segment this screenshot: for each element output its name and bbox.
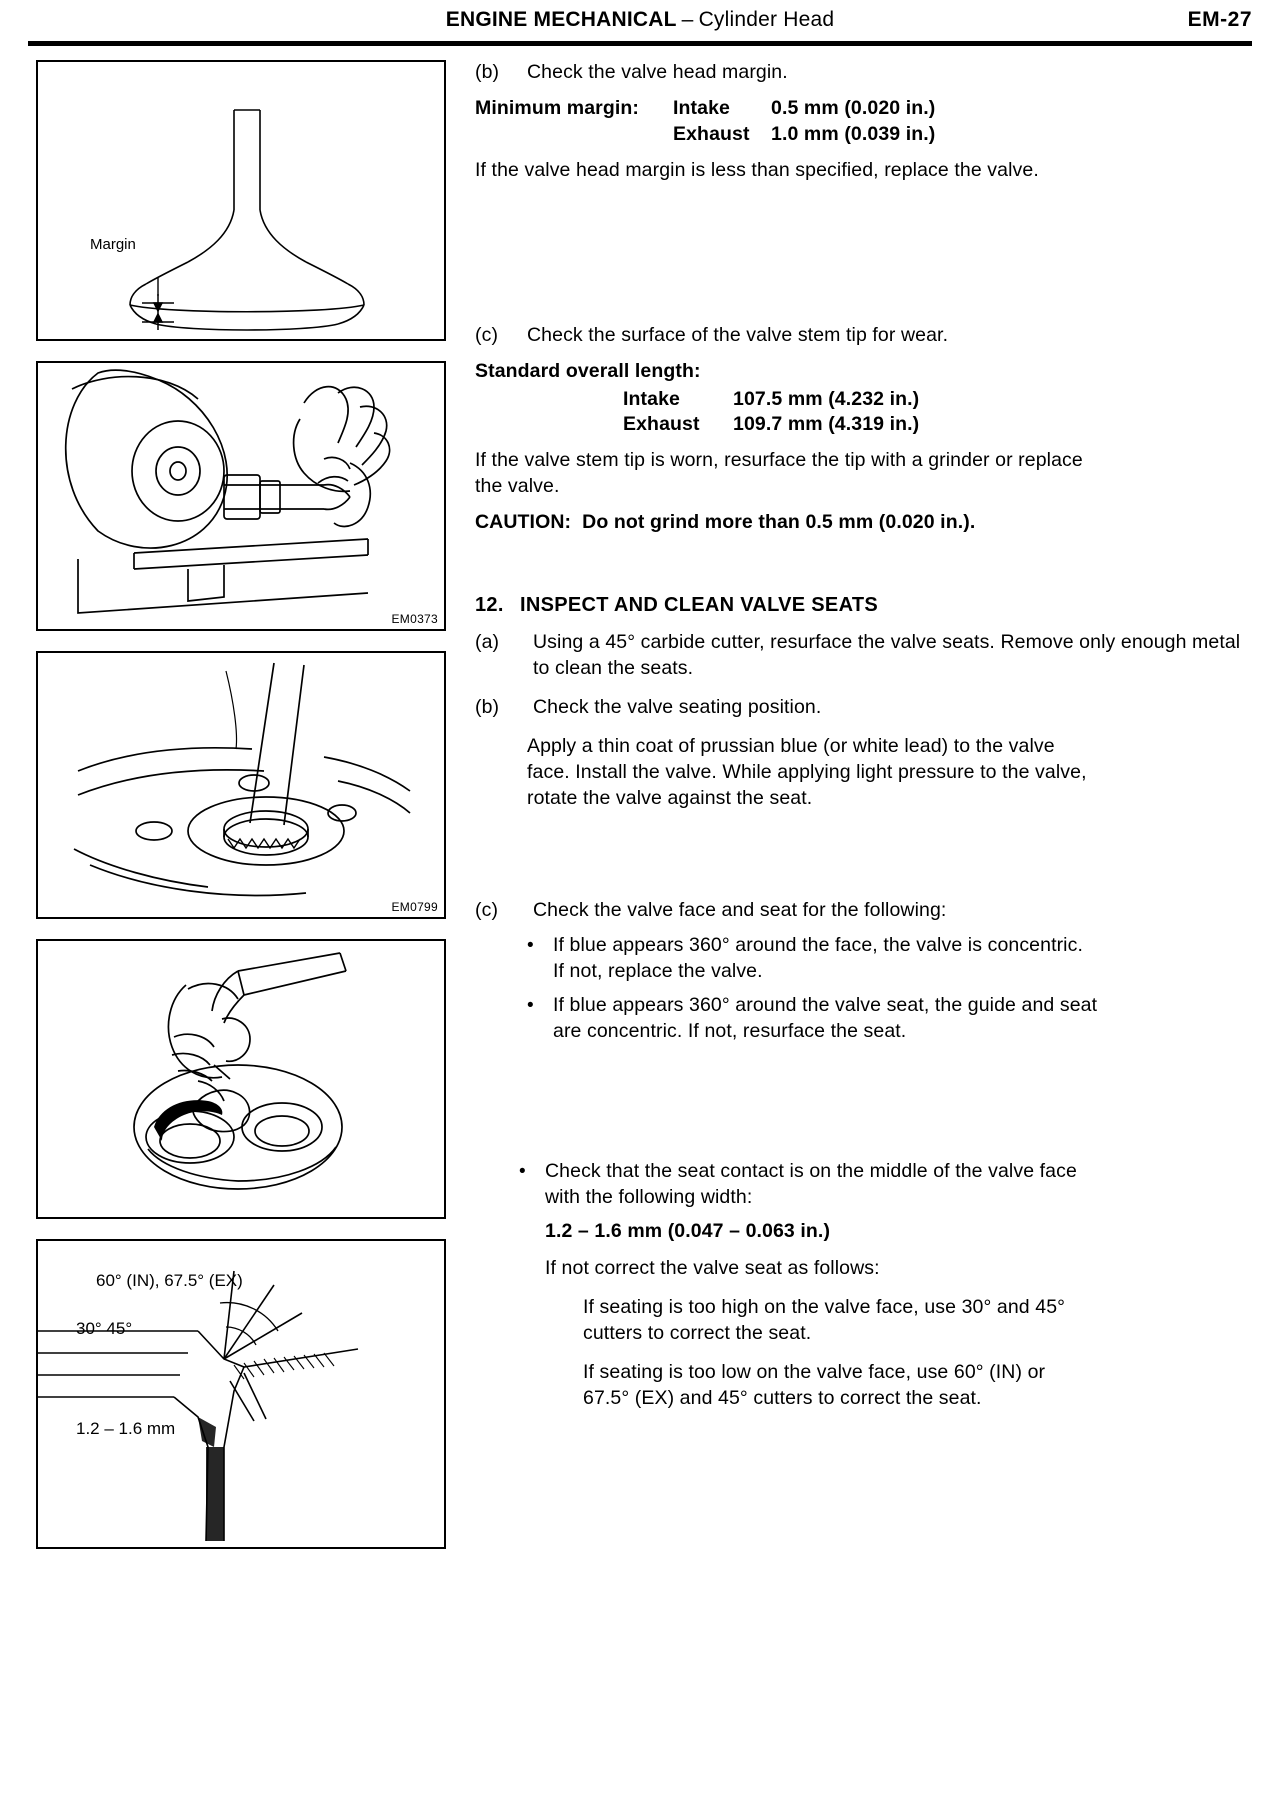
seat-too-high-note: If seating is too high on the valve face, use 30° and 45° cutters to correct the seat. <box>583 1295 1066 1344</box>
minimum-margin-exhaust-label: Exhaust <box>673 122 750 145</box>
seat-correct-intro: If not correct the valve seat as follows: <box>545 1257 880 1280</box>
figure-label-angle-mid: 30° 45° <box>76 1319 133 1338</box>
instruction-column <box>475 60 1255 1412</box>
step-b-valve-head-margin <box>475 60 1255 86</box>
caution-note <box>475 510 1115 536</box>
header-divider <box>28 41 1252 46</box>
figure-column <box>36 60 446 1569</box>
figure-carbide-cutter-seat <box>36 651 446 919</box>
section-12-heading <box>475 594 1255 617</box>
figure-prussian-blue-application <box>36 939 446 1219</box>
bullet-seat-contact-width <box>519 1159 1107 1211</box>
figure-valve-head-margin <box>36 60 446 341</box>
page-title <box>0 8 1280 32</box>
step-marker-b: (b) <box>475 61 500 83</box>
caution-label: CAUTION: <box>475 511 572 534</box>
step-text-12a: Using a 45° carbide cutter, resurface the valve seats. Remove only enough metal to clean the seats. <box>533 631 1241 680</box>
section-12-title: INSPECT AND CLEAN VALVE SEATS <box>520 594 878 617</box>
valve-stem-grinder-drawing <box>38 363 444 629</box>
bullet-dot-icon-3: • <box>519 1161 526 1183</box>
page-number: EM-27 <box>1187 8 1252 31</box>
figure-valve-stem-tip-grinder <box>36 361 446 631</box>
section-12-step-b <box>475 695 1255 721</box>
standard-overall-length-title: Standard overall length: <box>475 359 701 382</box>
step-c-valve-stem-tip <box>475 323 1255 349</box>
section-12-step-c <box>475 898 1255 924</box>
bullet-valve-seat-concentric <box>527 993 1099 1045</box>
seat-too-low-note: If seating is too low on the valve face, use 60° (IN) or 67.5° (EX) and 45° cutters to correct the seat. <box>583 1360 1046 1409</box>
bullet-text-3: Check that the seat contact is on the middle of the valve face with the following width: <box>545 1160 1077 1209</box>
figure-label-seat-width: 1.2 – 1.6 mm <box>76 1419 176 1438</box>
step-marker-12a: (a) <box>475 631 500 654</box>
standard-overall-length-spec <box>475 359 1255 439</box>
caution-text: Do not grind more than 0.5 mm (0.020 in.). <box>582 511 976 534</box>
section-12-number: 12. <box>475 594 504 617</box>
step-text-12c: Check the valve face and seat for the following: <box>533 898 947 921</box>
seat-contact-width-spec: 1.2 – 1.6 mm (0.047 – 0.063 in.) <box>545 1220 831 1243</box>
overall-length-exhaust-label: Exhaust <box>623 413 700 436</box>
step-marker-12b: (b) <box>475 695 500 718</box>
step-text-c1: Check the surface of the valve stem tip for wear. <box>527 323 949 346</box>
step-text-12b: Check the valve seating position. <box>533 695 822 718</box>
page-title-subsection: Cylinder Head <box>698 8 835 31</box>
bullet-dot-icon-2: • <box>527 995 534 1017</box>
figure-label-angle-top: 60° (IN), 67.5° (EX) <box>96 1271 243 1290</box>
bullet-valve-face-concentric <box>527 933 1099 985</box>
figure-code-em0373: EM0373 <box>391 612 438 626</box>
stem-tip-resurface-note: If the valve stem tip is worn, resurface the tip with a grinder or replace the valve. <box>475 449 1083 498</box>
margin-replacement-note: If the valve head margin is less than specified, replace the valve. <box>475 158 1039 181</box>
page-title-dash: – <box>681 8 694 31</box>
bullet-dot-icon-1: • <box>527 934 534 956</box>
overall-length-intake-label: Intake <box>623 387 680 410</box>
page-header <box>0 0 1280 48</box>
valve-head-margin-drawing <box>38 62 444 339</box>
section-12-step-a <box>475 630 1255 682</box>
step-12b-detail: Apply a thin coat of prussian blue (or white lead) to the valve face. Install the valve. While applying light pressure to the valve, rotate the valve against the seat. <box>527 734 1087 809</box>
step-text-b: Check the valve head margin. <box>527 61 788 83</box>
carbide-cutter-drawing <box>38 653 444 917</box>
minimum-margin-title: Minimum margin: <box>475 96 640 119</box>
figure-valve-seat-angles <box>36 1239 446 1549</box>
step-marker-c1: (c) <box>475 323 499 346</box>
minimum-margin-spec <box>475 96 1255 148</box>
minimum-margin-exhaust-value: 1.0 mm (0.039 in.) <box>771 122 936 145</box>
figure-code-em0799: EM0799 <box>391 900 438 914</box>
bullet-text-1: If blue appears 360° around the face, the valve is concentric. If not, replace the valve. <box>553 933 1083 982</box>
step-marker-12c: (c) <box>475 898 499 921</box>
page-title-section: ENGINE MECHANICAL <box>445 8 677 31</box>
figure-label-margin: Margin <box>90 236 136 253</box>
minimum-margin-intake-label: Intake <box>673 96 730 119</box>
overall-length-exhaust-value: 109.7 mm (4.319 in.) <box>733 413 920 436</box>
minimum-margin-intake-value: 0.5 mm (0.020 in.) <box>771 96 936 119</box>
prussian-blue-drawing <box>38 941 444 1217</box>
overall-length-intake-value: 107.5 mm (4.232 in.) <box>733 387 920 410</box>
bullet-text-2: If blue appears 360° around the valve seat, the guide and seat are concentric. If not, resurface the seat. <box>553 994 1098 1043</box>
